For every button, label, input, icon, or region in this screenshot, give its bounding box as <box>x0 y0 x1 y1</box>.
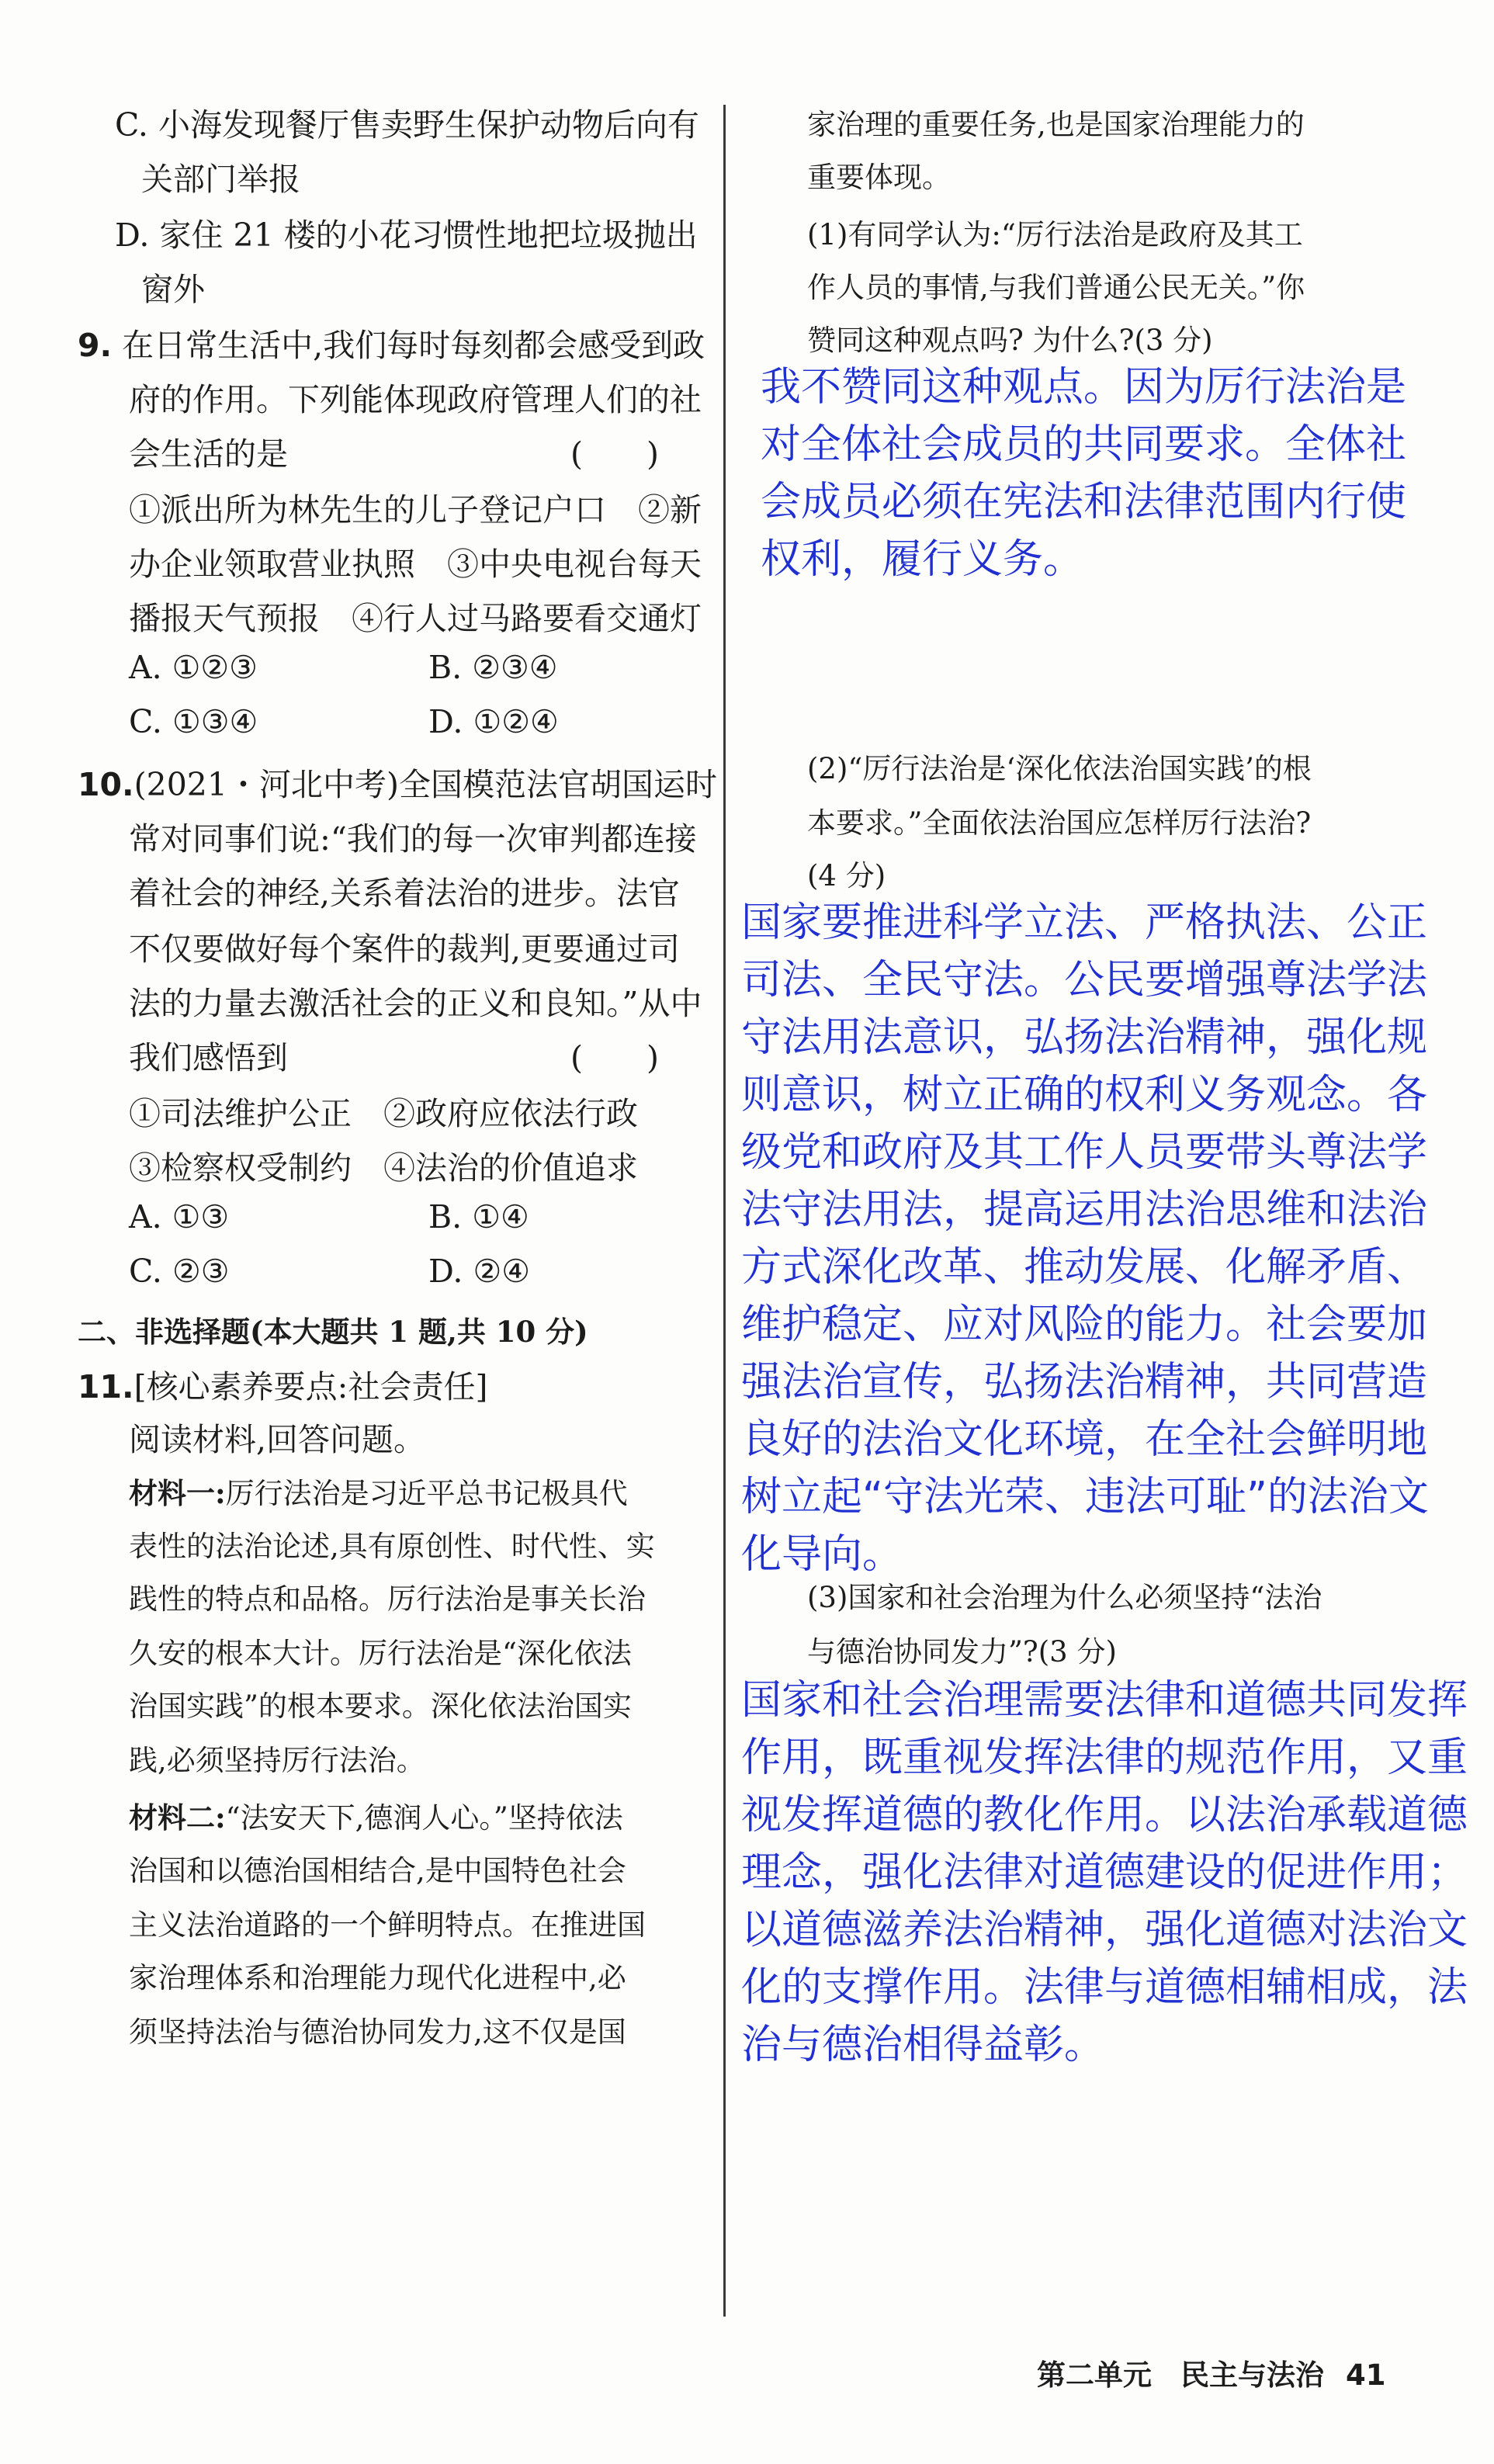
sub-question-2-line1: (2)“厉行法治是‘深化依法治国实践’的根 <box>807 752 1312 785</box>
answer-1-line3: 会成员必须在宪法和法律范围内行使 <box>761 479 1407 525</box>
column-divider <box>723 105 726 2317</box>
page-footer <box>1037 2351 1386 2393</box>
answer-2-line10: 良好的法治文化环境，在全社会鲜明地 <box>741 1416 1428 1463</box>
sub-question-1-line2: 作人员的事情,与我们普通公民无关。”你 <box>807 271 1305 304</box>
answer-1-line1: 我不赞同这种观点。因为厉行法治是 <box>761 364 1407 411</box>
q8-option-c-line1: C. 小海发现餐厅售卖野生保护动物后向有 <box>115 106 699 144</box>
q9-stem-text: 在日常生活中,我们每时每刻都会感受到政 <box>122 327 705 364</box>
q9-stem-line2: 府的作用。下列能体现政府管理人们的社 <box>129 381 702 418</box>
q10-answer-paren: ( ) <box>570 1039 659 1076</box>
material2-line2: 治国和以德治国相结合,是中国特色社会 <box>129 1854 626 1887</box>
answer-2-line3: 守法用法意识，弘扬法治精神，强化规 <box>741 1014 1428 1061</box>
q10-stem-line1 <box>78 759 717 805</box>
sub-question-1-line3: 赞同这种观点吗? 为什么?(3 分) <box>807 324 1213 357</box>
q9-items-line3: 播报天气预报 ④行人过马路要看交通灯 <box>129 600 702 637</box>
answer-2-line4: 则意识，树立正确的权利义务观念。各 <box>741 1072 1428 1118</box>
answer-2-line1: 国家要推进科学立法、严格执法、公正 <box>741 899 1428 946</box>
answer-2-line8: 维护稳定、应对风险的能力。社会要加 <box>741 1301 1428 1348</box>
answer-2-line2: 司法、全民守法。公民要增强尊法学法 <box>741 957 1428 1003</box>
answer-3-line3: 视发挥道德的教化作用。以法治承载道德 <box>741 1792 1468 1838</box>
q10-items-line2: ③检察权受制约 ④法治的价值追求 <box>129 1149 638 1187</box>
material2-cont-line2: 重要体现。 <box>807 161 951 194</box>
q9-answer-paren: ( ) <box>570 435 659 473</box>
material2-text: “法安天下,德润人心。”坚持依法 <box>225 1801 623 1835</box>
material1-text: 厉行法治是习近平总书记极具代 <box>225 1477 628 1510</box>
q10-items-line1: ①司法维护公正 ②政府应依法行政 <box>129 1095 638 1132</box>
q11-instruction: 阅读材料,回答问题。 <box>129 1421 426 1458</box>
q9-option-b: B. ②③④ <box>428 649 558 686</box>
answer-3-line4: 理念，强化法律对道德建设的促进作用； <box>741 1849 1468 1896</box>
answer-2-line9: 强法治宣传，弘扬法治精神，共同营造 <box>741 1359 1428 1405</box>
answer-3-line7: 治与德治相得益彰。 <box>741 2022 1105 2068</box>
sub-question-3-line2: 与德治协同发力”?(3 分) <box>807 1635 1117 1669</box>
answer-2-line5: 级党和政府及其工作人员要带头尊法学 <box>741 1129 1428 1176</box>
material2-line3: 主义法治道路的一个鲜明特点。在推进国 <box>129 1908 646 1942</box>
answer-3-line2: 作用，既重视发挥法律的规范作用，又重 <box>741 1735 1468 1781</box>
answer-1-line4: 权利，履行义务。 <box>761 536 1084 583</box>
q9-stem-line1 <box>78 320 705 366</box>
q9-option-c: C. ①③④ <box>129 703 258 740</box>
sub-question-1-line1: (1)有同学认为:“厉行法治是政府及其工 <box>807 218 1303 251</box>
q10-option-a: A. ①③ <box>129 1198 230 1235</box>
section-heading: 二、非选择题(本大题共 1 题,共 10 分) <box>78 1315 588 1349</box>
answer-2-line11: 树立起“守法光荣、违法可耻”的法治文 <box>741 1474 1429 1520</box>
material1-line4: 久安的根本大计。厉行法治是“深化依法 <box>129 1637 632 1670</box>
material2-line5: 须坚持法治与德治协同发力,这不仅是国 <box>129 2015 626 2049</box>
q9-number: 9. <box>78 327 113 364</box>
answer-3-line5: 以道德滋养法治精神，强化道德对法治文 <box>741 1907 1468 1953</box>
sub-question-2-line3: (4 分) <box>807 859 886 892</box>
q9-items-line1: ①派出所为林先生的儿子登记户口 ②新 <box>129 491 702 528</box>
material1-line3: 践性的特点和品格。厉行法治是事关长治 <box>129 1582 646 1616</box>
material1-line5: 治国实践”的根本要求。深化依法治国实 <box>129 1689 632 1723</box>
answer-2-line6: 法守法用法，提高运用法治思维和法治 <box>741 1187 1428 1233</box>
q9-items-line2: 办企业领取营业执照 ③中央电视台每天 <box>129 546 702 583</box>
q9-option-a: A. ①②③ <box>129 649 258 686</box>
q8-option-d-line1: D. 家住 21 楼的小花习惯性地把垃圾抛出 <box>115 217 698 254</box>
q10-number: 10. <box>78 766 134 803</box>
answer-3-line6: 化的支撑作用。法律与道德相辅相成，法 <box>741 1964 1468 2011</box>
q10-stem-line6: 我们感悟到 <box>129 1039 288 1076</box>
answer-2-line12: 化导向。 <box>741 1531 903 1578</box>
answer-3-line1: 国家和社会治理需要法律和道德共同发挥 <box>741 1677 1468 1724</box>
q8-option-d-line2: 窗外 <box>141 271 205 308</box>
q10-stem-line5: 法的力量去激活社会的正义和良知。”从中 <box>129 985 702 1022</box>
q10-stem-line3: 着社会的神经,关系着法治的进步。法官 <box>129 875 681 912</box>
material1-label: 材料一: <box>129 1476 226 1510</box>
sub-question-2-line2: 本要求。”全面依法治国应怎样厉行法治? <box>807 806 1312 840</box>
q10-option-b: B. ①④ <box>428 1198 529 1235</box>
material2-line1 <box>129 1794 623 1836</box>
unit-title: 第二单元 民主与法治 <box>1037 2358 1324 2392</box>
q11-number: 11. <box>78 1368 134 1405</box>
material1-line2: 表性的法治论述,具有原创性、时代性、实 <box>129 1530 655 1563</box>
answer-1-line2: 对全体社会成员的共同要求。全体社 <box>761 421 1407 468</box>
q10-option-c: C. ②③ <box>129 1253 230 1290</box>
q9-option-d: D. ①②④ <box>428 703 559 740</box>
page-number: 41 <box>1346 2358 1386 2392</box>
q11-header <box>78 1361 487 1407</box>
q10-stem-text: (2021・河北中考)全国模范法官胡国运时 <box>133 766 717 803</box>
q10-stem-line4: 不仅要做好每个案件的裁判,更要通过司 <box>129 930 681 968</box>
material1-line1 <box>129 1470 628 1512</box>
q9-stem-line3: 会生活的是 <box>129 435 288 473</box>
material2-line4: 家治理体系和治理能力现代化进程中,必 <box>129 1961 626 1994</box>
sub-question-3-line1: (3)国家和社会治理为什么必须坚持“法治 <box>807 1581 1322 1614</box>
q8-option-c-line2: 关部门举报 <box>141 161 300 198</box>
material2-label: 材料二: <box>129 1800 226 1835</box>
q11-tag: [核心素养要点:社会责任] <box>133 1368 488 1405</box>
material2-cont-line1: 家治理的重要任务,也是国家治理能力的 <box>807 108 1305 141</box>
q10-option-d: D. ②④ <box>428 1253 530 1290</box>
material1-line6: 践,必须坚持厉行法治。 <box>129 1744 425 1777</box>
answer-2-line7: 方式深化改革、推动发展、化解矛盾、 <box>741 1244 1428 1291</box>
q10-stem-line2: 常对同事们说:“我们的每一次审判都连接 <box>129 820 697 858</box>
